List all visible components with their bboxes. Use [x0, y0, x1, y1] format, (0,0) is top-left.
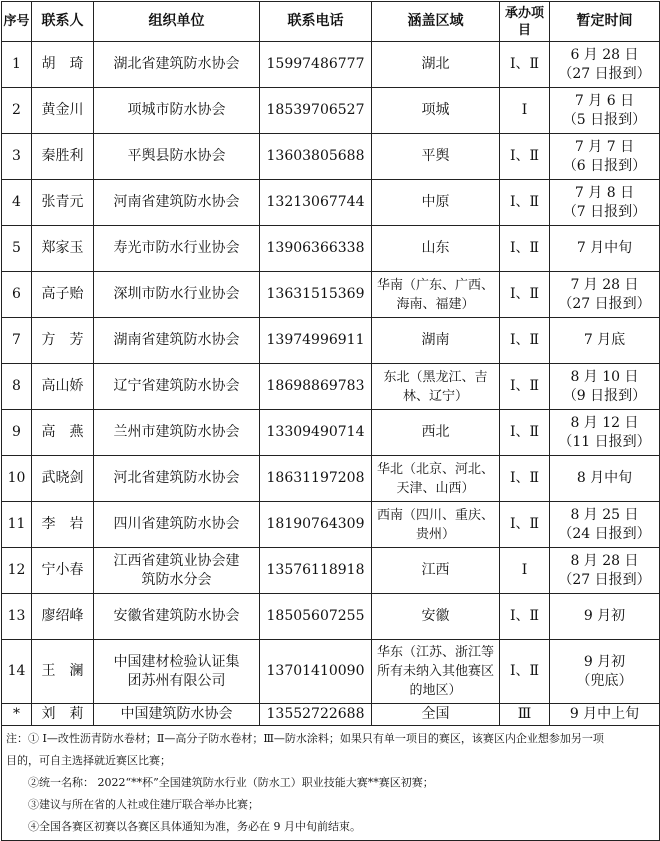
table-row: [2, 704, 660, 726]
cell-seq: 13: [2, 594, 32, 640]
region-line: 华北（北京、河北、: [376, 461, 494, 477]
cell-org: 项城市防水协会: [94, 88, 260, 134]
cell-contact: 王 澜: [32, 640, 94, 704]
cell-org: 湖北省建筑防水协会: [94, 42, 260, 88]
cell-phone: 13552722688: [260, 704, 372, 726]
header-seq: [2, 2, 32, 42]
cell-region: [372, 640, 500, 704]
table-row: [2, 88, 660, 134]
cell-org: 寿光市防水行业协会: [94, 226, 260, 272]
table-row: [2, 180, 660, 226]
note-1a: 注：① Ⅰ—改性沥青防水卷材；Ⅱ—高分子防水卷材；Ⅲ—防水涂料；如果只有单一项目的赛区，该赛区内企业想参加另一项: [6, 732, 604, 745]
cell-org: 河南省建筑防水协会: [94, 180, 260, 226]
cell-project: Ⅲ: [500, 704, 550, 726]
time-checkin: （27 日报到）: [558, 295, 651, 312]
cell-project: Ⅰ、Ⅱ: [500, 640, 550, 704]
cell-phone: 13213067744: [260, 180, 372, 226]
time-checkin: （24 日报到）: [558, 525, 651, 542]
cell-contact: 秦胜利: [32, 134, 94, 180]
cell-time: 9 月中上旬: [550, 704, 660, 726]
cell-phone: 13576118918: [260, 548, 372, 594]
time-date: 8 月 25 日: [570, 506, 639, 523]
cell-org: 湖南省建筑防水协会: [94, 318, 260, 364]
region-line: 华南（广东、广西、: [376, 277, 494, 293]
cell-time: 9 月初: [550, 594, 660, 640]
region-line: 贵州）: [415, 526, 455, 542]
cell-project: Ⅰ、Ⅱ: [500, 410, 550, 456]
table-row: [2, 410, 660, 456]
time-date: 8 月 10 日: [570, 368, 639, 385]
region-line: 所有未纳入其他赛区: [376, 664, 494, 679]
region-line: 华东（江苏、浙江等: [376, 645, 494, 660]
region-line: 东北（黑龙江、吉: [383, 369, 488, 385]
org-line: 江西省建筑业协会建: [113, 552, 240, 569]
table-row: [2, 594, 660, 640]
cell-seq: 2: [2, 88, 32, 134]
cell-seq: *: [2, 704, 32, 726]
cell-region: 山东: [372, 226, 500, 272]
cell-phone: 18190764309: [260, 502, 372, 548]
notes-cell: [2, 726, 660, 841]
cell-org: 中国建筑防水协会: [94, 704, 260, 726]
cell-project: Ⅰ、Ⅱ: [500, 272, 550, 318]
header-seq-text: 序号: [3, 13, 30, 29]
note-4: ④全国各赛区初赛以各赛区具体通知为准，务必在 9 月中旬前结束。: [28, 820, 361, 833]
time-checkin: （27 日报到）: [558, 65, 651, 82]
cell-region: [372, 456, 500, 502]
cell-org: 四川省建筑防水协会: [94, 502, 260, 548]
cell-phone: 13701410090: [260, 640, 372, 704]
table-row: [2, 456, 660, 502]
table-row: [2, 42, 660, 88]
header-phone: 联系电话: [260, 2, 372, 42]
note-3: ③建议与所在省的人社或住建厅联合举办比赛；: [28, 798, 259, 811]
cell-phone: 18698869783: [260, 364, 372, 410]
time-date: 7 月 28 日: [570, 276, 639, 293]
cell-contact: 廖绍峰: [32, 594, 94, 640]
cell-region: [372, 272, 500, 318]
time-date: 7 月 6 日: [574, 92, 635, 109]
cell-org: [94, 548, 260, 594]
cell-project: Ⅰ、Ⅱ: [500, 318, 550, 364]
table-row: [2, 364, 660, 410]
cell-contact: 方 芳: [32, 318, 94, 364]
header-contact: 联系人: [32, 2, 94, 42]
cell-org: 深圳市防水行业协会: [94, 272, 260, 318]
cell-region: 西北: [372, 410, 500, 456]
cell-time: [550, 88, 660, 134]
region-line: 的地区）: [409, 683, 462, 698]
cell-seq: 10: [2, 456, 32, 502]
cell-phone: 18539706527: [260, 88, 372, 134]
cell-org: 兰州市建筑防水协会: [94, 410, 260, 456]
cell-phone: 13603805688: [260, 134, 372, 180]
org-line: 中国建材检验认证集: [113, 653, 240, 670]
time-checkin: （27 日报到）: [558, 571, 651, 588]
region-line: 海南、福建）: [396, 296, 475, 312]
cell-seq: 12: [2, 548, 32, 594]
cell-phone: 15997486777: [260, 42, 372, 88]
header-project: 承办项目: [500, 2, 550, 42]
note-1b: 目的，可自主选择就近赛区比赛；: [6, 754, 171, 767]
org-line: 团苏州有限公司: [127, 672, 226, 689]
cell-region: 江西: [372, 548, 500, 594]
contact-schedule-table-container: [1, 1, 659, 841]
cell-contact: 高山娇: [32, 364, 94, 410]
cell-phone: 13631515369: [260, 272, 372, 318]
note-2: ②统一名称： 2022“**杯”全国建筑防水行业（防水工）职业技能大赛**赛区初赛；: [28, 776, 434, 789]
cell-time: 8 月中旬: [550, 456, 660, 502]
header-region: 涵盖区域: [372, 2, 500, 42]
cell-seq: 11: [2, 502, 32, 548]
cell-time: 7 月中旬: [550, 226, 660, 272]
table-row: [2, 548, 660, 594]
cell-seq: 9: [2, 410, 32, 456]
cell-phone: 13309490714: [260, 410, 372, 456]
cell-project: Ⅰ、Ⅱ: [500, 226, 550, 272]
time-date: 8 月 12 日: [570, 414, 639, 431]
table-row: [2, 502, 660, 548]
time-date: 6 月 28 日: [570, 46, 639, 63]
cell-time: [550, 272, 660, 318]
time-date: 7 月 7 日: [574, 138, 635, 155]
cell-region: [372, 502, 500, 548]
cell-seq: 6: [2, 272, 32, 318]
table-row: [2, 134, 660, 180]
cell-seq: 4: [2, 180, 32, 226]
cell-project: Ⅰ、Ⅱ: [500, 502, 550, 548]
cell-time: [550, 548, 660, 594]
cell-region: 中原: [372, 180, 500, 226]
cell-region: 安徽: [372, 594, 500, 640]
cell-org: 河北省建筑防水协会: [94, 456, 260, 502]
table-row: [2, 318, 660, 364]
cell-time: [550, 502, 660, 548]
cell-time: [550, 364, 660, 410]
cell-org: 辽宁省建筑防水协会: [94, 364, 260, 410]
cell-seq: 8: [2, 364, 32, 410]
table-row: [2, 640, 660, 704]
cell-phone: 13906366338: [260, 226, 372, 272]
cell-time: 7 月底: [550, 318, 660, 364]
region-line: 林、辽宁）: [402, 388, 468, 404]
time-checkin: （7 日报到）: [562, 203, 647, 220]
contact-schedule-table: [1, 1, 660, 841]
cell-time: [550, 410, 660, 456]
cell-contact: 郑家玉: [32, 226, 94, 272]
cell-project: Ⅰ、Ⅱ: [500, 180, 550, 226]
time-checkin: （5 日报到）: [562, 111, 647, 128]
cell-region: 全国: [372, 704, 500, 726]
cell-phone: 13974996911: [260, 318, 372, 364]
cell-seq: 5: [2, 226, 32, 272]
cell-time: [550, 134, 660, 180]
cell-org: 安徽省建筑防水协会: [94, 594, 260, 640]
cell-project: Ⅰ、Ⅱ: [500, 456, 550, 502]
cell-phone: 18631197208: [260, 456, 372, 502]
region-line: 西南（四川、重庆、: [376, 507, 494, 523]
cell-time: [550, 42, 660, 88]
cell-project: Ⅰ、Ⅱ: [500, 42, 550, 88]
cell-contact: 高子贻: [32, 272, 94, 318]
cell-region: [372, 364, 500, 410]
cell-seq: 3: [2, 134, 32, 180]
header-time: 暂定时间: [550, 2, 660, 42]
cell-time: [550, 180, 660, 226]
cell-org: [94, 640, 260, 704]
table-row: [2, 226, 660, 272]
org-line: 筑防水分会: [141, 571, 212, 588]
cell-region: 湖北: [372, 42, 500, 88]
cell-contact: 黄金川: [32, 88, 94, 134]
cell-contact: 宁小春: [32, 548, 94, 594]
cell-seq: 14: [2, 640, 32, 704]
time-checkin: （11 日报到）: [558, 433, 651, 450]
cell-project: Ⅰ: [500, 88, 550, 134]
cell-time: [550, 640, 660, 704]
cell-project: Ⅰ、Ⅱ: [500, 594, 550, 640]
cell-phone: 18505607255: [260, 594, 372, 640]
cell-project: Ⅰ、Ⅱ: [500, 364, 550, 410]
notes-row: [2, 726, 660, 841]
header-org: 组织单位: [94, 2, 260, 42]
time-checkin: （6 日报到）: [562, 157, 647, 174]
time-date: 7 月 8 日: [574, 184, 635, 201]
time-checkin: （兜底）: [576, 672, 633, 689]
cell-contact: 张青元: [32, 180, 94, 226]
cell-project: Ⅰ、Ⅱ: [500, 134, 550, 180]
cell-org: 平舆县防水协会: [94, 134, 260, 180]
time-date: 8 月 28 日: [570, 552, 639, 569]
time-checkin: （9 日报到）: [562, 387, 647, 404]
cell-seq: 1: [2, 42, 32, 88]
header-row: [2, 2, 660, 42]
cell-contact: 李 岩: [32, 502, 94, 548]
time-date: 9 月初: [583, 653, 626, 670]
cell-region: 项城: [372, 88, 500, 134]
table-row: [2, 272, 660, 318]
cell-contact: 刘 莉: [32, 704, 94, 726]
cell-contact: 高 燕: [32, 410, 94, 456]
cell-seq: 7: [2, 318, 32, 364]
cell-contact: 胡 琦: [32, 42, 94, 88]
cell-contact: 武晓剑: [32, 456, 94, 502]
cell-region: 平舆: [372, 134, 500, 180]
region-line: 天津、山西）: [396, 480, 475, 496]
cell-project: Ⅰ: [500, 548, 550, 594]
cell-region: 湖南: [372, 318, 500, 364]
